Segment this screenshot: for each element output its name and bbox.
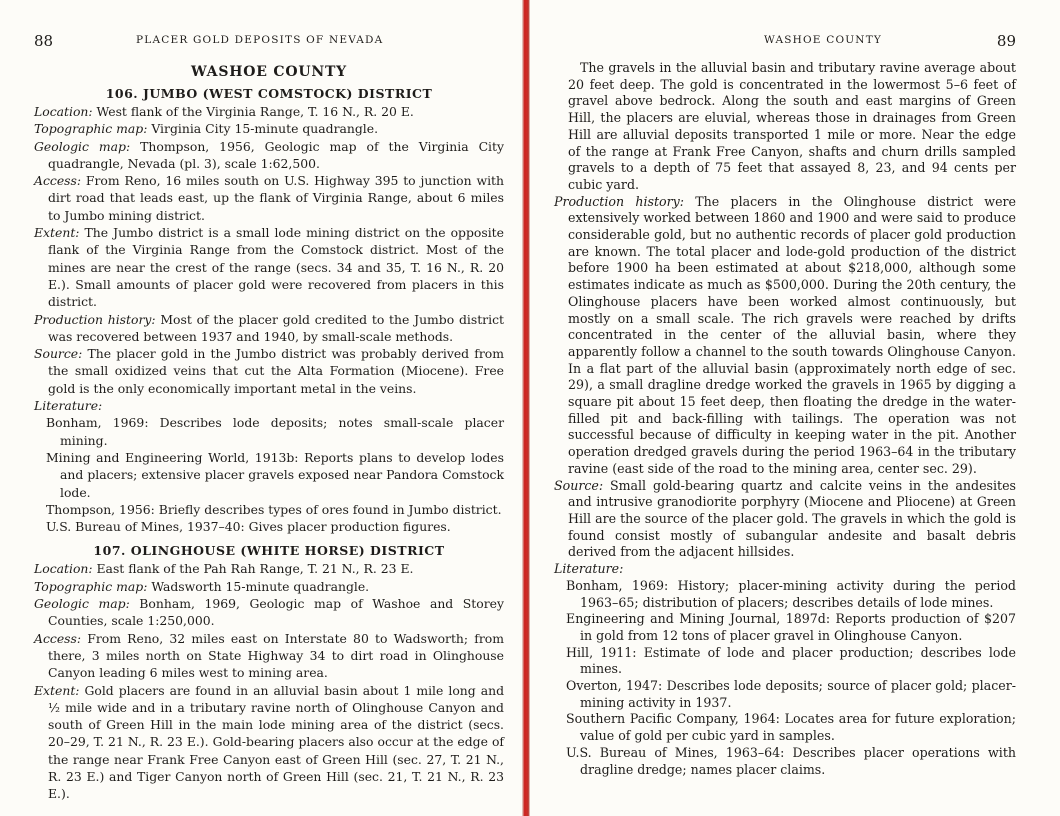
running-head-left — [34, 34, 504, 54]
left-page — [0, 0, 522, 816]
literature-item: Hill, 1911: Estimate of lode and placer production; describes lode mines. — [566, 644, 1016, 677]
field-text: The placer gold in the Jumbo district was probably derived from the small oxidized veins that cut the Alta Formation (Miocene). Free gold is the only economically important metal in the veins. — [48, 346, 504, 396]
field-label: Access: — [34, 173, 82, 189]
field-text: East flank of the Pah Rah Range, T. 21 N., R. 23 E. — [92, 561, 414, 577]
field-text: Thompson, 1956, Geologic map of the Virginia City quadrangle, Nevada (pl. 3), scale 1:62,500. — [48, 138, 504, 171]
book-gutter — [522, 0, 530, 816]
literature-heading: Literature: — [34, 398, 103, 414]
field-label: Access: — [34, 630, 82, 646]
field-label: Production history: — [34, 311, 156, 327]
location-entry — [34, 103, 504, 120]
literature-heading: Literature: — [554, 561, 624, 577]
district-106 — [34, 86, 504, 535]
field-label: Extent: — [34, 225, 80, 241]
field-text: The Jumbo district is a small lode mining district on the opposite flank of the Virginia Range from the Comstock district. Most of the mines are near the crest of the range (secs. 34 and 35, T. 16 N., R. 20 E.). Small amounts of placer gold were recovered from placers in this district. — [48, 225, 504, 310]
district-title: 106. JUMBO (WEST COMSTOCK) DISTRICT — [105, 86, 433, 101]
county-title: WASHOE COUNTY — [191, 64, 347, 80]
field-text: From Reno, 32 miles east on Interstate 80 to Wadsworth; from there, 3 miles north on State Highway 34 to dirt road in Olinghouse Canyon leading 6 miles west to mining area. — [48, 630, 504, 681]
field-label: Topographic map: — [34, 578, 148, 594]
field-label: Production history: — [554, 193, 684, 209]
access-entry — [34, 630, 504, 682]
continuation-paragraph: The gravels in the alluvial basin and tributary ravine average about 20 feet deep. The gold is concentrated in the lowermost 5–6 feet of gravel above bedrock. Along the south and east margins of Green Hill, the placers are eluvial, whereas those in drainages from Green Hill are alluvial deposits transported 1 mile or more. Near the edge of the range at Frank Free Canyon, shafts and churn drills sampled gravels to a depth of 75 feet that assayed 8, 23, and 94 cents per cubic yard. — [568, 60, 1016, 192]
field-text: Small gold-bearing quartz and calcite veins in the andesites and intrusive granodiorite porphyry (Miocene and Pliocene) at Green Hill are the source of the placer gold. The gravels in which the gold is found consist mostly of subangular andesite and basalt debris derived from the adjacent hillsides. — [568, 477, 1016, 560]
topographic-map-entry — [34, 120, 504, 137]
field-text: The placers in the Olinghouse district were extensively worked between 1860 and 1900 and were said to produce considerable gold, but no authentic records of placer gold production are known. The total placer and lode-gold production of the district before 1900 ha been estimated at about $218,000, although some estimates indicate as much as $500,000. During the 20th century, the Olinghouse placers have been worked almost continuously, but mostly on a small scale. The rich gravels were reached by drifts concentrated in the center of the alluvial basin, where they apparently follow a channel to the south towards Olinghouse Canyon. In a flat part of the alluvial basin (approximately north edge of sec. 29), a small dragline dredge worked the gravels in 1965 by digging a square pit about 15 feet deep, then floating the dredge in the water-filled pit and back-filling with tailings. The operation was not successful because of difficulty in keeping water in the pit. Another operation dredged gravels during the period 1963–64 in the tributary ravine (east side of the road to the mining area, center sec. 29). — [568, 193, 1016, 476]
field-text: Virginia City 15-minute quadrangle. — [147, 121, 379, 137]
source-entry — [34, 345, 504, 397]
literature-item: Bonham, 1969: Describes lode deposits; notes small-scale placer mining. — [46, 415, 504, 448]
field-label: Topographic map: — [34, 121, 148, 137]
source-entry — [554, 478, 1016, 562]
page-number-left: 88 — [34, 32, 54, 50]
running-head-title-right: WASHOE COUNTY — [764, 34, 883, 46]
geologic-map-entry — [34, 595, 504, 630]
page-number-right: 89 — [996, 32, 1016, 50]
field-label: Source: — [34, 346, 83, 362]
field-label: Location: — [34, 561, 93, 577]
field-label: Extent: — [34, 682, 80, 698]
field-text: From Reno, 16 miles south on U.S. Highway 395 to junction with dirt road that leads east, up the flank of Virginia Range, about 6 miles to Jumbo mining district. — [48, 173, 504, 223]
literature-item: Thompson, 1956: Briefly describes types of ores found in Jumbo district. — [46, 501, 502, 517]
field-label: Source: — [554, 477, 604, 493]
production-history-entry — [554, 194, 1016, 478]
extent-entry — [34, 682, 504, 803]
literature-item: U.S. Bureau of Mines, 1937–40: Gives placer production figures. — [46, 519, 451, 535]
field-label: Geologic map: — [34, 596, 130, 612]
literature-item: Southern Pacific Company, 1964: Locates area for future exploration; value of gold per cubic yard in samples. — [566, 711, 1016, 744]
literature-item: Bonham, 1969: History; placer-mining activity during the period 1963–65; distribution of placers; describes details of lode mines. — [566, 577, 1016, 610]
topographic-map-entry — [34, 578, 504, 595]
literature-item: Engineering and Mining Journal, 1897d: Reports production of $207 in gold from 12 tons of placer gravel in Olinghouse Canyon. — [566, 611, 1016, 643]
literature-item: Overton, 1947: Describes lode deposits; source of placer gold; placer-mining activity in 1937. — [566, 678, 1016, 710]
production-history-entry — [34, 311, 504, 346]
district-107 — [34, 543, 504, 802]
field-text: West flank of the Virginia Range, T. 16 N., R. 20 E. — [92, 104, 414, 119]
running-head-right — [554, 34, 1016, 54]
geologic-map-entry — [34, 138, 504, 173]
extent-entry — [34, 224, 504, 310]
field-text: Gold placers are found in an alluvial basin about 1 mile long and ½ mile wide and in a tributary ravine north of Olinghouse Canyon and south of Green Hill in the main lode mining area of the district (secs. 20–29, T. 21 N., R. 23 E.). Gold-bearing placers also occur at the edge of the range near Frank Free Canyon east of Green Hill (sec. 27, T. 21 N., R. 23 E.) and Tiger Canyon north of Green Hill (sec. 21, T. 21 N., R. 23 E.). — [48, 682, 504, 802]
literature-item: Mining and Engineering World, 1913b: Reports plans to develop lodes and placers; extensive placer gravels exposed near Pandora Comstock lode. — [46, 449, 504, 500]
access-entry — [34, 172, 504, 224]
district-title: 107. OLINGHOUSE (WHITE HORSE) DISTRICT — [93, 543, 445, 559]
field-text: Wadsworth 15-minute quadrangle. — [147, 578, 370, 594]
running-head-title-left: PLACER GOLD DEPOSITS OF NEVADA — [136, 34, 384, 46]
location-entry — [34, 560, 504, 577]
literature-item: U.S. Bureau of Mines, 1963–64: Describes placer operations with dragline dredge; names placer claims. — [566, 744, 1016, 777]
field-text: Most of the placer gold credited to the Jumbo district was recovered between 1937 and 1940, by small-scale methods. — [48, 311, 504, 344]
field-label: Location: — [34, 104, 93, 119]
field-text: Bonham, 1969, Geologic map of Washoe and Storey Counties, scale 1:250,000. — [48, 596, 504, 629]
field-label: Geologic map: — [34, 138, 131, 154]
right-page — [530, 0, 1060, 816]
